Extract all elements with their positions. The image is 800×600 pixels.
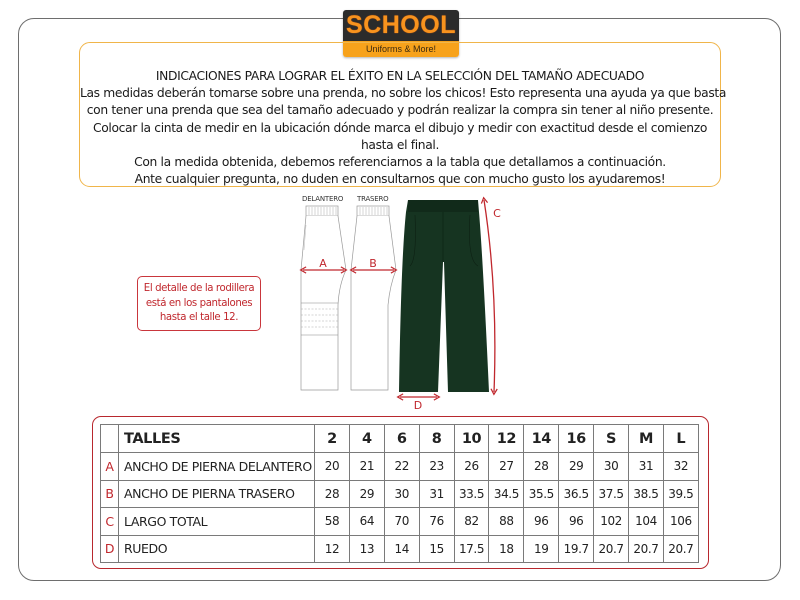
marker-d-label: D	[413, 399, 423, 412]
size-header: S	[594, 425, 629, 453]
value-cell: 30	[384, 480, 419, 508]
knee-detail-note	[137, 276, 261, 331]
logo-brand: SCHOOL	[346, 11, 456, 39]
instructions-line: con tener una prenda que sea del tamaño adecuado y podrán realizar la compra sin tener al niño presente.	[86, 103, 714, 118]
value-cell: 20.7	[663, 535, 698, 563]
value-cell: 58	[315, 508, 350, 536]
value-cell: 64	[349, 508, 384, 536]
front-view-label: DELANTERO	[302, 195, 344, 203]
marker-b-label: B	[369, 257, 377, 270]
marker-a-label: A	[319, 257, 327, 270]
size-header: 4	[349, 425, 384, 453]
size-header: 2	[315, 425, 350, 453]
green-pants-illustration	[399, 200, 489, 392]
value-cell: 102	[594, 508, 629, 536]
value-cell: 96	[524, 508, 559, 536]
table-row	[101, 508, 699, 536]
note-line: El detalle de la rodillera	[143, 283, 255, 294]
value-cell: 19	[524, 535, 559, 563]
size-header: 10	[454, 425, 489, 453]
size-header: 16	[559, 425, 594, 453]
size-header: 8	[419, 425, 454, 453]
value-cell: 35.5	[524, 480, 559, 508]
value-cell: 82	[454, 508, 489, 536]
value-cell: 36.5	[559, 480, 594, 508]
note-line: está en los pantalones	[145, 297, 253, 309]
value-cell: 39.5	[663, 480, 698, 508]
size-header: 6	[384, 425, 419, 453]
logo-tagline: Uniforms & More!	[343, 41, 459, 57]
value-cell: 29	[349, 480, 384, 508]
value-cell: 27	[489, 453, 524, 481]
value-cell: 12	[315, 535, 350, 563]
size-header: 14	[524, 425, 559, 453]
table-row	[101, 453, 699, 481]
header-label: TALLES	[119, 425, 315, 453]
size-header: L	[663, 425, 698, 453]
marker-c-label: C	[493, 207, 501, 220]
size-header: 12	[489, 425, 524, 453]
row-letter: B	[101, 480, 119, 508]
value-cell: 30	[594, 453, 629, 481]
instructions-line: Colocar la cinta de medir en la ubicación dónde marca el dibujo y medir con exactitud desde el comienzo	[92, 120, 708, 135]
front-pant-outline	[301, 206, 346, 390]
value-cell: 20.7	[629, 535, 664, 563]
value-cell: 19.7	[559, 535, 594, 563]
row-letter: C	[101, 508, 119, 536]
value-cell: 31	[419, 480, 454, 508]
row-name: LARGO TOTAL	[119, 508, 315, 536]
row-letter: A	[101, 453, 119, 481]
value-cell: 29	[559, 453, 594, 481]
row-name: ANCHO DE PIERNA DELANTERO	[119, 453, 315, 481]
instructions-line: hasta el final.	[360, 137, 440, 152]
value-cell: 70	[384, 508, 419, 536]
value-cell: 28	[524, 453, 559, 481]
value-cell: 106	[663, 508, 698, 536]
back-view-label: TRASERO	[357, 195, 389, 203]
value-cell: 20	[315, 453, 350, 481]
value-cell: 23	[419, 453, 454, 481]
note-line: hasta el talle 12.	[159, 312, 239, 323]
row-name: ANCHO DE PIERNA TRASERO	[119, 480, 315, 508]
value-cell: 96	[559, 508, 594, 536]
value-cell: 15	[419, 535, 454, 563]
value-cell: 18	[489, 535, 524, 563]
value-cell: 32	[663, 453, 698, 481]
value-cell: 88	[489, 508, 524, 536]
size-header-row	[101, 425, 699, 453]
value-cell: 76	[419, 508, 454, 536]
value-cell: 14	[384, 535, 419, 563]
table-row	[101, 480, 699, 508]
instructions-title: INDICACIONES PARA LOGRAR EL ÉXITO EN LA SELECCIÓN DEL TAMAÑO ADECUADO	[155, 69, 645, 83]
size-table	[100, 424, 699, 563]
back-pant-outline	[351, 206, 396, 390]
value-cell: 20.7	[594, 535, 629, 563]
row-name: RUEDO	[119, 535, 315, 563]
size-header: M	[629, 425, 664, 453]
value-cell: 34.5	[489, 480, 524, 508]
value-cell: 104	[629, 508, 664, 536]
value-cell: 38.5	[629, 480, 664, 508]
value-cell: 22	[384, 453, 419, 481]
value-cell: 26	[454, 453, 489, 481]
instructions-line: Con la medida obtenida, debemos referenciarnos a la tabla que detallamos a continuación.	[134, 155, 666, 170]
table-row	[101, 535, 699, 563]
instructions-line: Ante cualquier pregunta, no duden en consultarnos que con mucho gusto los ayudaremos!	[134, 172, 666, 187]
value-cell: 31	[629, 453, 664, 481]
row-letter: D	[101, 535, 119, 563]
value-cell: 21	[349, 453, 384, 481]
value-cell: 28	[315, 480, 350, 508]
value-cell: 37.5	[594, 480, 629, 508]
value-cell: 33.5	[454, 480, 489, 508]
instructions-line: Las medidas deberán tomarse sobre una prenda, no sobre los chicos! Esto representa una ayuda ya que basta	[80, 86, 727, 101]
value-cell: 17.5	[454, 535, 489, 563]
header-letter-cell	[101, 425, 119, 453]
value-cell: 13	[349, 535, 384, 563]
